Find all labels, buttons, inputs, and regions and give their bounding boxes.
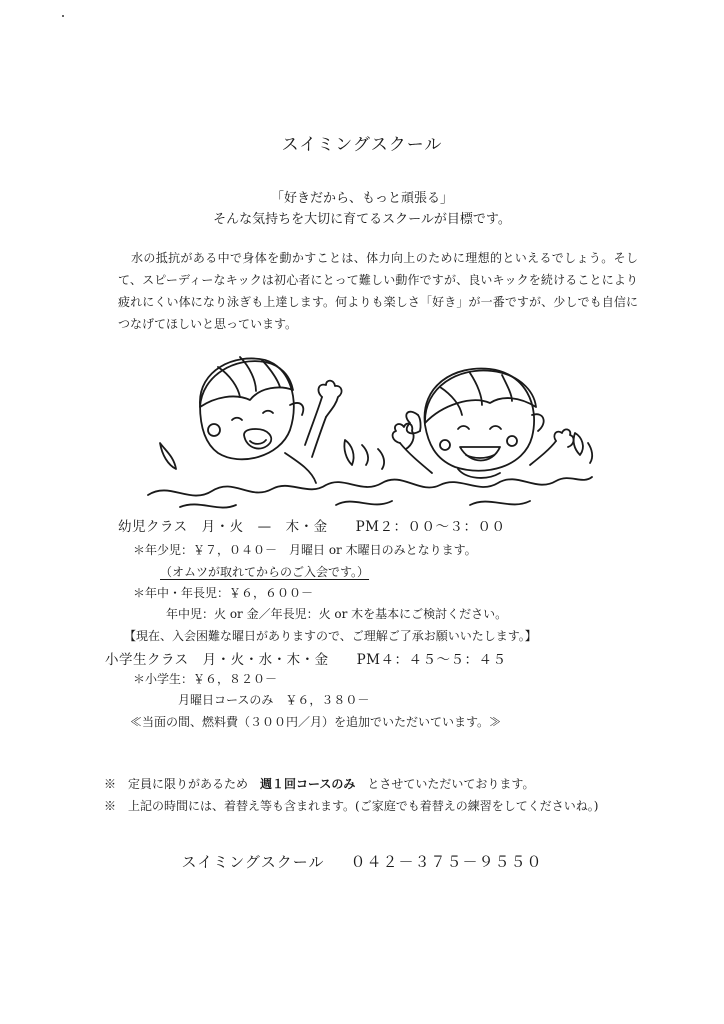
- infant-nenchu-price: ＊年中・年長児：￥６，６００－: [133, 586, 314, 600]
- infant-nensho-price: ＊年少児：￥７，０４０－ 月曜日 or 木曜日のみとなります。: [133, 543, 477, 557]
- contact-phone: ０４２－３７５－９５５０: [350, 853, 543, 871]
- contact-school-name: スイミングスクール: [181, 853, 325, 871]
- water-splashes: [160, 433, 592, 469]
- note-capacity: [104, 775, 534, 792]
- note-capacity-suffix: とさせていただいております。: [355, 777, 535, 791]
- infant-class-heading: 幼児クラス 月・火 — 木・金 PM２：００～３：００: [118, 519, 506, 535]
- enrollment-notice: 【現在、入会困難な曜日がありますので、ご理解ご了承お願いいたします。】: [124, 629, 537, 643]
- monday-only-price: 月曜日コースのみ ￥６，３８０－: [178, 693, 370, 707]
- note-changing-time: ※ 上記の時間には、着替え等も含まれます。(ご家庭でも着替えの練習をしてくださいね。): [104, 799, 599, 813]
- two-swimming-children-illustration: [140, 345, 600, 520]
- infant-nenchu-note: 年中児：火 or 金／年長児：火 or 木を基本にご検討ください。: [166, 607, 508, 621]
- intro-paragraph: 水の抵抗がある中で身体を動かすことは、体力向上のために理想的といえるでしょう。そして、スピーディーなキックは初心者にとって難しい動作ですが、良いキックを続けることにより疲れにくい体になり泳ぎも上達します。何よりも楽しさ「好き」が一番ですが、少しでも自信につなげてほしいと思っています。: [118, 251, 638, 331]
- slogan-line-2: そんな気持ちを大切に育てるスクールが目標です。: [213, 212, 511, 227]
- left-child-figure: [200, 357, 342, 483]
- scan-speck: [62, 15, 64, 17]
- water-waves: [148, 477, 592, 508]
- note-capacity-prefix: ※ 定員に限りがあるため: [104, 777, 261, 791]
- slogan-line-1: 「好きだから、もっと頑張る」: [270, 191, 453, 206]
- elementary-price: ＊小学生：￥６，８２０－: [133, 672, 278, 686]
- right-child-figure: [393, 368, 574, 477]
- note-capacity-emphasis: 週１回コースのみ: [260, 777, 356, 791]
- elementary-class-heading: 小学生クラス 月・火・水・木・金 PM４：４５～５：４５: [105, 652, 507, 668]
- contact-line: [0, 851, 724, 872]
- page-title: スイミングスクール: [281, 135, 443, 155]
- fuel-surcharge-note: ≪当面の間、燃料費（３００円／月）を追加でいただいています。≫: [130, 715, 502, 729]
- diaper-note: （オムツが取れてからのご入会です。）: [160, 565, 370, 579]
